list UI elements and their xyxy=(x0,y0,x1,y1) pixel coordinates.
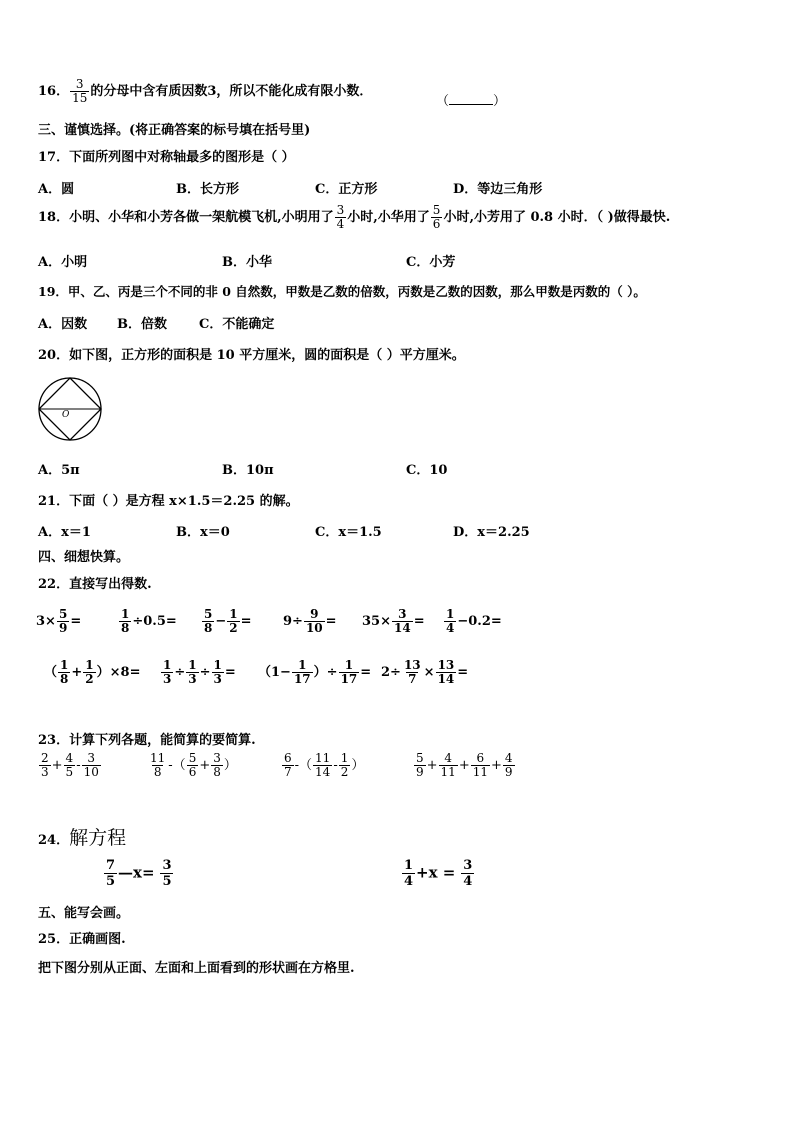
q19-option-a[interactable]: A．因数 xyxy=(38,317,88,332)
q17-option-b[interactable]: B．长方形 xyxy=(176,182,239,197)
circle-square-figure xyxy=(36,376,104,442)
math-expression[interactable] xyxy=(413,752,516,779)
fraction: $\frac{9}{10}$ xyxy=(305,607,323,635)
fraction: $\frac{5}{6}$ xyxy=(188,751,197,779)
expr-suffix: ÷0.5= xyxy=(132,614,177,629)
fraction: $\frac{6}{7}$ xyxy=(284,751,292,779)
operator: -（ xyxy=(168,758,186,773)
question-25: 25．正确画图. xyxy=(38,932,126,947)
fraction: $\frac{1}{3}$ xyxy=(213,658,222,686)
expr-suffix: = xyxy=(224,665,236,680)
fraction: $\frac{13}{14}$ xyxy=(437,658,455,686)
q17-option-c[interactable]: C．正方形 xyxy=(315,182,378,197)
question-text: 的分母中含有质因数3，所以不能化成有限小数． xyxy=(90,84,373,99)
expr-prefix: 35× xyxy=(362,614,391,629)
math-expression[interactable] xyxy=(118,608,177,635)
expr-suffix: = xyxy=(457,665,469,680)
answer-bracket-16: （ ） xyxy=(436,94,507,109)
expr-prefix: 2÷ xyxy=(381,665,401,680)
operator: ）÷ xyxy=(313,665,338,680)
question-19: 19．甲、乙、丙是三个不同的非 0 自然数，甲数是乙数的倍数，丙数是乙数的因数，那么甲数是丙数的（ ）。 xyxy=(38,284,646,299)
math-expression[interactable] xyxy=(36,608,81,635)
question-25-instruction: 把下图分别从正面、左面和上面看到的形状画在方格里. xyxy=(38,961,355,976)
operator: + xyxy=(199,758,211,773)
fraction: $\frac{3}{15}$ xyxy=(72,77,88,105)
expr-suffix: = xyxy=(240,614,252,629)
fraction: $\frac{6}{11}$ xyxy=(472,751,489,779)
math-expression[interactable] xyxy=(44,659,140,686)
fraction: $\frac{1}{3}$ xyxy=(188,658,197,686)
operator: + xyxy=(51,758,63,773)
fraction: $\frac{4}{5}$ xyxy=(65,751,74,779)
section-5-heading: 五、能写会画。 xyxy=(38,906,130,921)
q21-option-b[interactable]: B．x＝0 xyxy=(176,525,230,540)
center-label: O xyxy=(62,410,70,420)
expr-suffix: = xyxy=(325,614,337,629)
equation-2[interactable]: $\frac{1}{4}$ +x = $\frac{3}{4}$ xyxy=(404,858,473,889)
math-expression[interactable] xyxy=(283,608,337,635)
operator: ÷ xyxy=(199,665,211,680)
fraction: $\frac{13}{7}$ xyxy=(403,658,421,686)
fraction: $\frac{5}{6}$ xyxy=(432,203,441,231)
operator: - xyxy=(333,758,338,773)
operator: -（ xyxy=(294,758,313,773)
fraction: $\frac{1}{2}$ xyxy=(229,607,238,635)
fraction: $\frac{1}{4}$ xyxy=(446,607,455,635)
question-24: 24．解方程 xyxy=(38,827,127,849)
operator: + xyxy=(491,758,502,773)
expr-suffix: = xyxy=(413,614,425,629)
equation-1[interactable]: $\frac{7}{5}$ —x= $\frac{3}{5}$ xyxy=(106,858,172,889)
expr-prefix: 9÷ xyxy=(283,614,303,629)
operator: ÷ xyxy=(174,665,186,680)
equation-heading: 解方程 xyxy=(69,827,127,849)
math-expression[interactable] xyxy=(281,752,364,779)
expr-suffix: −0.2= xyxy=(457,614,502,629)
fraction: $\frac{5}{9}$ xyxy=(58,607,68,635)
math-expression[interactable] xyxy=(381,659,468,686)
operator: + xyxy=(458,758,470,773)
fraction: $\frac{1}{8}$ xyxy=(60,658,69,686)
question-23: 23．计算下列各题，能简算的要简算. xyxy=(38,733,256,748)
section-3-heading: 三、谨慎选择。(将正确答案的标号填在括号里) xyxy=(38,123,311,138)
question-18: 18．小明、小华和小芳各做一架航模飞机,小明用了 $\frac{3}{4}$ 小时,小华用了 $\frac{5}{6}$ 小时,小芳用了 0.8 小时．（ )做得最快. xyxy=(38,203,671,231)
question-21: 21．下面（ ）是方程 x×1.5＝2.25 的解。 xyxy=(38,494,299,509)
q19-option-b[interactable]: B．倍数 xyxy=(117,317,167,332)
fraction: $\frac{4}{9}$ xyxy=(504,751,513,779)
expr-prefix: （1− xyxy=(258,665,291,680)
fraction: $\frac{11}{8}$ xyxy=(150,751,166,779)
q18-option-c[interactable]: C．小芳 xyxy=(406,255,456,270)
expr-prefix: 3× xyxy=(36,614,56,629)
fraction: $\frac{5}{8}$ xyxy=(204,607,213,635)
section-4-heading: 四、细想快算。 xyxy=(38,550,130,565)
question-number: 16． xyxy=(38,84,70,99)
expr-suffix: = xyxy=(360,665,372,680)
operator: + xyxy=(71,665,83,680)
question-17: 17．下面所列图中对称轴最多的图形是（ ） xyxy=(38,150,295,165)
fraction: $\frac{5}{9}$ xyxy=(416,751,424,779)
question-20: 20．如下图，正方形的面积是 10 平方厘米，圆的面积是（ ）平方厘米。 xyxy=(38,348,465,363)
fraction: $\frac{3}{10}$ xyxy=(83,751,99,779)
answer-blank[interactable] xyxy=(449,92,493,105)
math-expression[interactable] xyxy=(38,752,102,779)
q21-option-a[interactable]: A．x＝1 xyxy=(38,525,91,540)
math-expression[interactable] xyxy=(160,659,236,686)
fraction: $\frac{3}{8}$ xyxy=(213,751,221,779)
q20-option-b[interactable]: B．10π xyxy=(222,463,274,478)
question-16 xyxy=(38,78,372,105)
q17-option-d[interactable]: D．等边三角形 xyxy=(453,182,543,197)
q17-option-a[interactable]: A．圆 xyxy=(38,182,75,197)
q21-option-c[interactable]: C．x＝1.5 xyxy=(315,525,382,540)
fraction: $\frac{11}{14}$ xyxy=(315,751,331,779)
math-expression[interactable] xyxy=(443,608,502,635)
expr-suffix: ） xyxy=(223,758,237,773)
q21-option-d[interactable]: D．x＝2.25 xyxy=(453,525,530,540)
q20-option-c[interactable]: C．10 xyxy=(406,463,448,478)
fraction: $\frac{1}{2}$ xyxy=(340,751,349,779)
fraction: $\frac{1}{3}$ xyxy=(163,658,172,686)
q18-option-a[interactable]: A．小明 xyxy=(38,255,88,270)
expr-suffix: = xyxy=(70,614,82,629)
fraction: $\frac{3}{14}$ xyxy=(393,607,411,635)
expr-prefix: （ xyxy=(44,665,58,680)
q18-option-b[interactable]: B．小华 xyxy=(222,255,272,270)
fraction: $\frac{4}{11}$ xyxy=(440,751,456,779)
fraction: $\frac{1}{17}$ xyxy=(293,658,311,686)
fraction: $\frac{1}{17}$ xyxy=(340,658,358,686)
math-expression[interactable] xyxy=(201,608,252,635)
fraction: $\frac{1}{8}$ xyxy=(121,607,130,635)
question-22: 22．直接写出得数. xyxy=(38,577,152,592)
math-expression[interactable] xyxy=(147,752,237,779)
math-expression[interactable] xyxy=(362,608,425,635)
operator: − xyxy=(215,614,227,629)
expr-suffix: ）×8= xyxy=(96,665,141,680)
fraction: $\frac{1}{2}$ xyxy=(85,658,94,686)
fraction: $\frac{2}{3}$ xyxy=(41,751,49,779)
q19-option-c[interactable]: C．不能确定 xyxy=(199,317,275,332)
operator: × xyxy=(423,665,435,680)
q20-option-a[interactable]: A．5π xyxy=(38,463,80,478)
expr-suffix: ） xyxy=(351,758,365,773)
operator: + xyxy=(426,758,438,773)
fraction: $\frac{3}{4}$ xyxy=(336,203,345,231)
math-expression[interactable] xyxy=(258,659,371,686)
operator: - xyxy=(76,758,81,773)
